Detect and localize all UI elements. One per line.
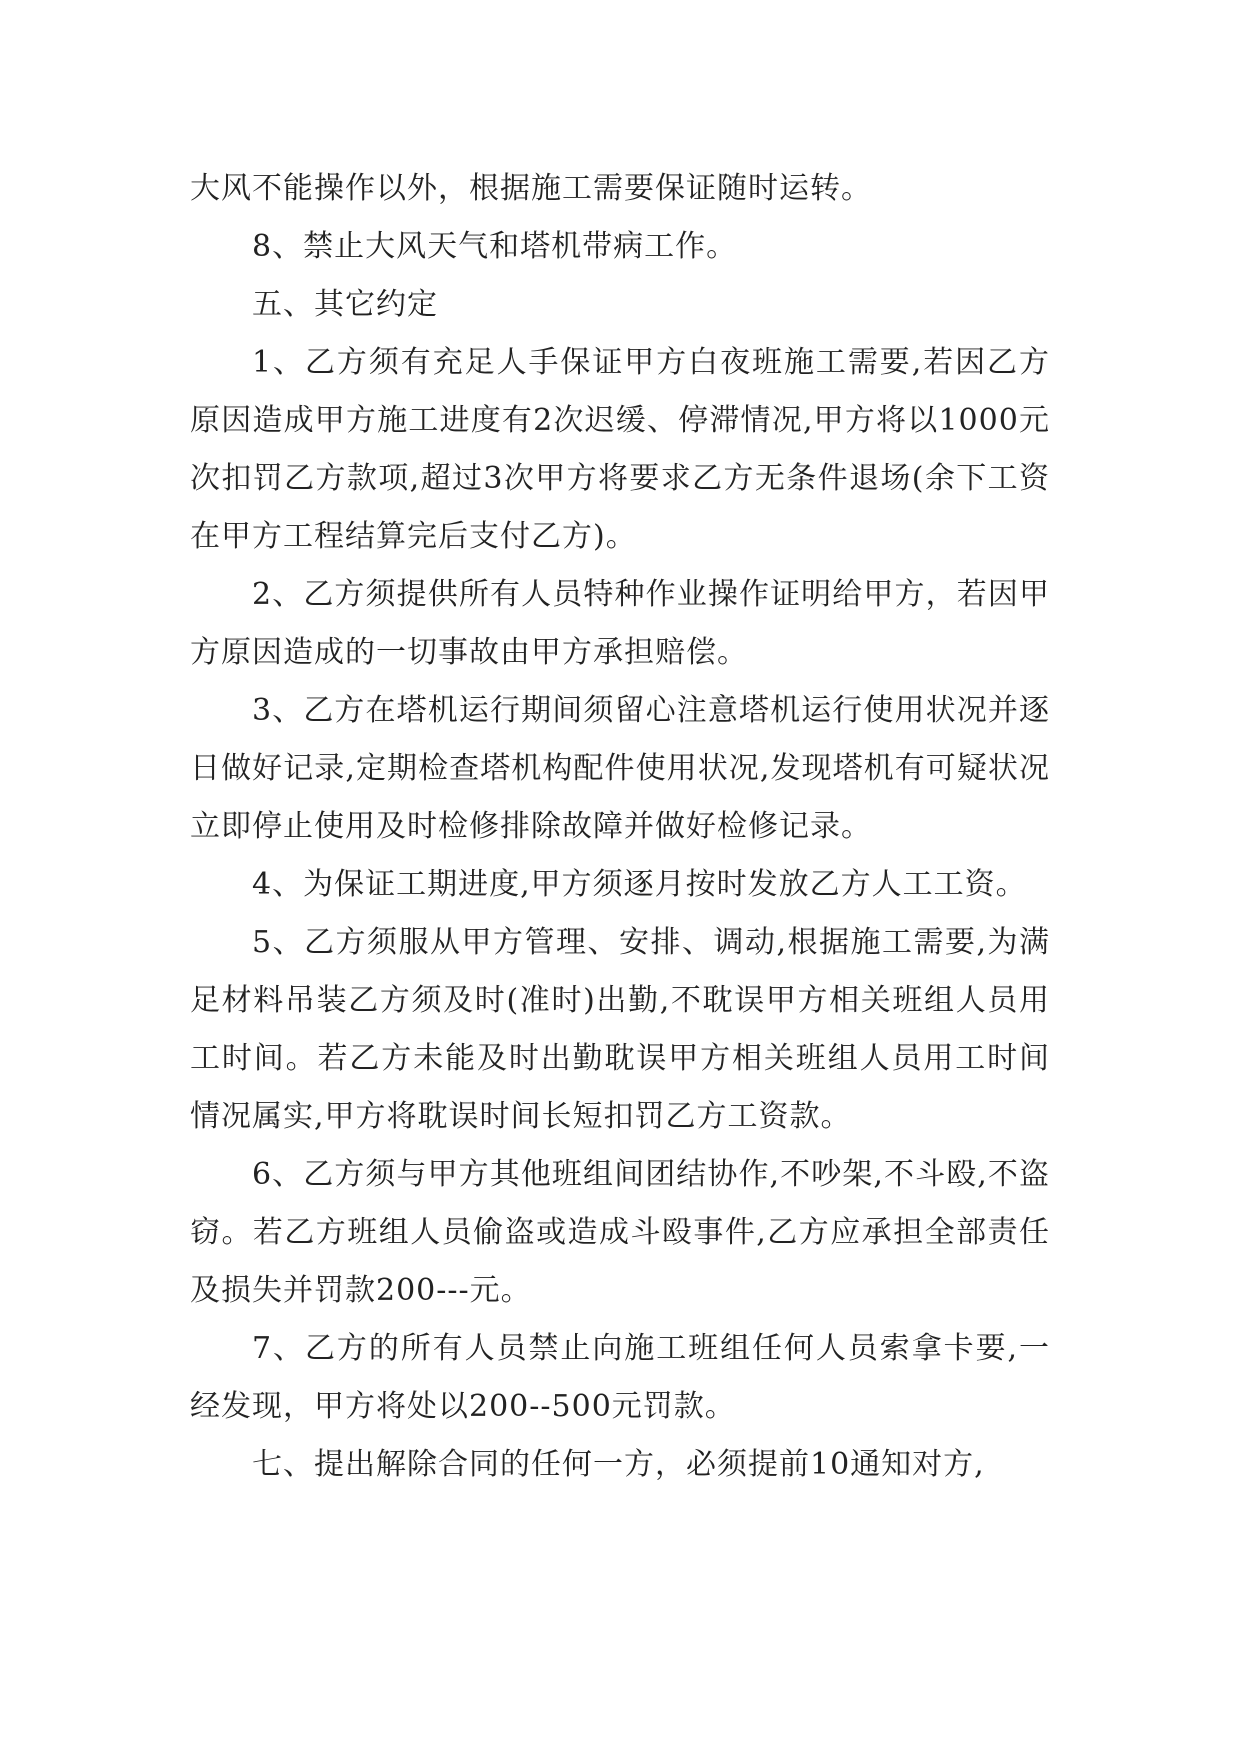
section-heading-other-agreements: 五、其它约定 <box>252 287 438 322</box>
paragraph-item-6: 6、乙方须与甲方其他班组间团结协作,不吵架,不斗殴,不盗窃。若乙方班组人员偷盗或造成斗殴事件,乙方应承担全部责任及损失并罚款200---元。 <box>190 1157 1050 1308</box>
section-heading-termination: 七、提出解除合同的任何一方，必须提前10通知对方, <box>252 1447 985 1482</box>
paragraph-item-5: 5、乙方须服从甲方管理、安排、调动,根据施工需要,为满足材料吊装乙方须及时(准时)出勤,不耽误甲方相关班组人员用工时间。若乙方未能及时出勤耽误甲方相关班组人员用工时间情况属实,甲方将耽误时间长短扣罚乙方工资款。 <box>190 925 1050 1134</box>
paragraph-item-1: 1、乙方须有充足人手保证甲方白夜班施工需要,若因乙方原因造成甲方施工进度有2次迟缓、停滞情况,甲方将以1000元次扣罚乙方款项,超过3次甲方将要求乙方无条件退场(余下工资在甲方工程结算完后支付乙方)。 <box>190 345 1050 554</box>
paragraph-item-3: 3、乙方在塔机运行期间须留心注意塔机运行使用状况并逐日做好记录,定期检查塔机构配件使用状况,发现塔机有可疑状况立即停止使用及时检修排除故障并做好检修记录。 <box>190 693 1050 844</box>
paragraph-item-8: 8、禁止大风天气和塔机带病工作。 <box>252 229 738 264</box>
document-body <box>190 160 1050 1494</box>
paragraph-item-2: 2、乙方须提供所有人员特种作业操作证明给甲方，若因甲方原因造成的一切事故由甲方承担赔偿。 <box>190 577 1050 670</box>
paragraph-item-7: 7、乙方的所有人员禁止向施工班组任何人员索拿卡要,一经发现，甲方将处以200--500元罚款。 <box>190 1331 1050 1424</box>
paragraph-continuation: 大风不能操作以外，根据施工需要保证随时运转。 <box>190 171 872 206</box>
paragraph-item-4: 4、为保证工期进度,甲方须逐月按时发放乙方人工工资。 <box>252 867 1027 902</box>
